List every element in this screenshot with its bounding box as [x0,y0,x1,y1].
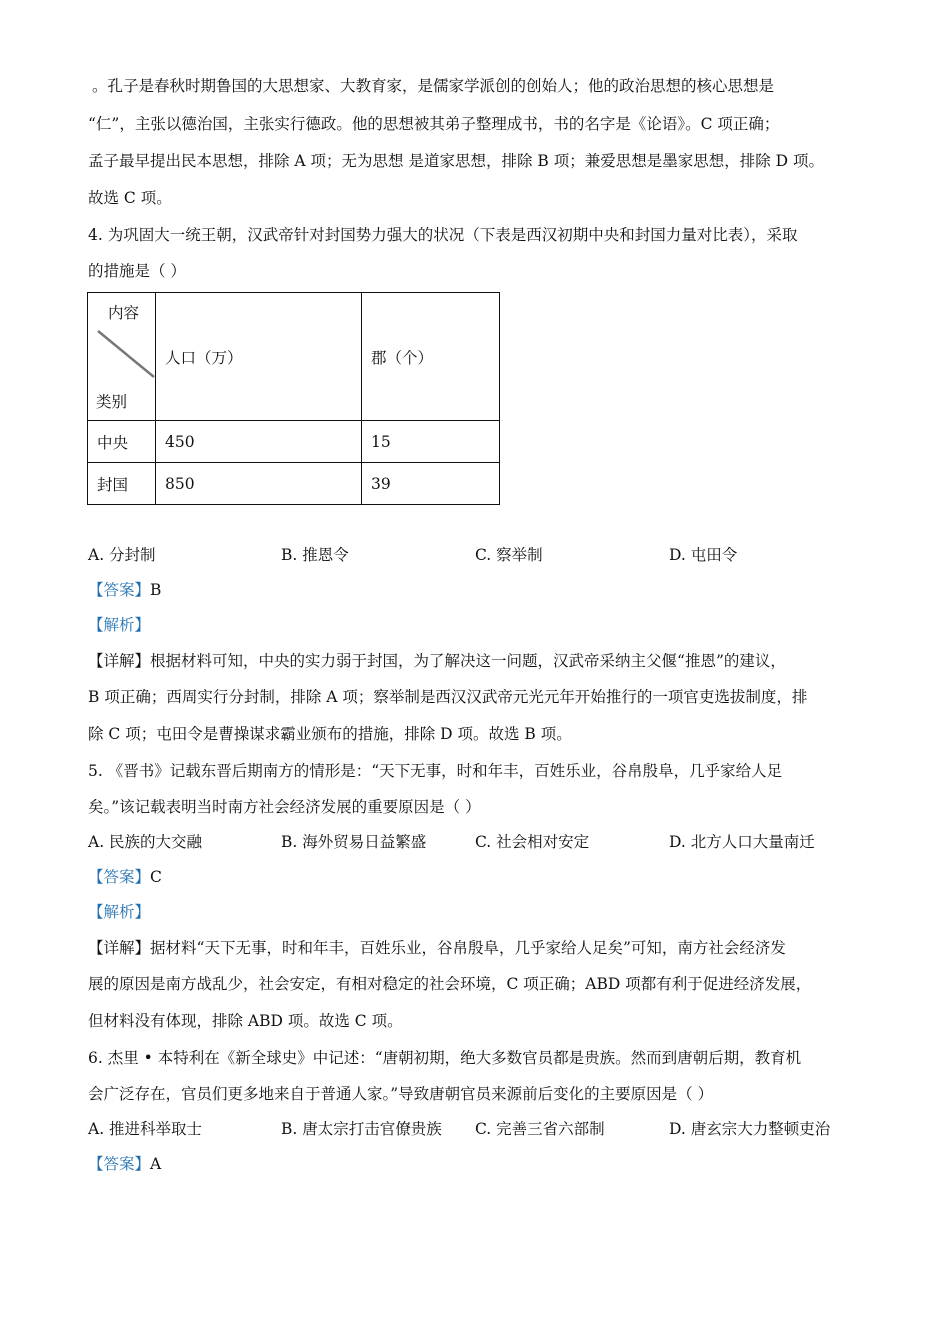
question-5-options [88,830,868,854]
option-d: D. 唐玄宗大力整顿吏治 [669,1120,831,1138]
question-6-stem-2: 会广泛存在，官员们更多地来自于普通人家。”导致唐朝官员来源前后变化的主要原因是（ ） [88,1085,714,1103]
question-5-analysis [88,900,868,924]
corner-bottom-label: 类别 [96,393,128,411]
row-population: 450 [156,421,362,463]
option-a: A. 民族的大交融 [88,833,203,851]
question-6-options [88,1117,868,1141]
option-a: A. 分封制 [88,546,156,564]
question-4-detail-3: 除 C 项；屯田令是曹操谋求霸业颁布的措施，排除 D 项。故选 B 项。 [88,725,572,743]
question-4-options [88,543,868,567]
answer-tag: 【答案】 [88,868,151,886]
detail-text: 根据材料可知，中央的实力弱于封国，为了解决这一问题，汉武帝采纳主父偃“推恩”的建议， [150,652,786,670]
question-6-answer [88,1152,868,1176]
option-a: A. 推进科举取士 [88,1120,203,1138]
analysis-tag: 【解析】 [88,616,151,634]
question-6-stem-1: 6. 杰里 • 本特利在《新全球史》中记述：“唐朝初期，绝大多数官员都是贵族。然而到唐朝后期，教育机 [88,1049,802,1067]
option-b: B. 唐太宗打击官僚贵族 [281,1120,442,1138]
answer-value: A [150,1155,162,1173]
question-4-analysis [88,613,868,637]
question-4-stem-1: 4. 为巩固大一统王朝，汉武帝针对封国势力强大的状况（下表是西汉初期中央和封国力量对比表），采取 [88,226,798,244]
intro-line-1: 。孔子是春秋时期鲁国的大思想家、大教育家，是儒家学派创的创始人；他的政治思想的核心思想是 [92,77,775,95]
diagonal-line [98,331,154,377]
question-5-stem-1: 5. 《晋书》记载东晋后期南方的情形是：“天下无事，时和年丰，百姓乐业，谷帛殷阜，几乎家给人足 [88,762,783,780]
detail-tag: 【详解】 [88,939,151,957]
intro-line-2: “仁”，主张以德治国，主张实行德政。他的思想被其弟子整理成书，书的名字是《论语》。C 项正确； [88,115,780,133]
answer-tag: 【答案】 [88,581,151,599]
header-population: 人口（万） [156,293,362,421]
table-header-row [88,293,500,421]
question-5-answer [88,865,868,889]
row-label: 中央 [88,421,156,463]
answer-tag: 【答案】 [88,1155,151,1173]
question-4-stem-2: 的措施是（ ） [88,262,186,280]
option-c: C. 社会相对安定 [475,833,590,851]
question-4-answer [88,578,868,602]
analysis-tag: 【解析】 [88,903,151,921]
table-row [88,421,500,463]
table-corner-cell [88,293,156,421]
question-4-detail-2: B 项正确；西周实行分封制，排除 A 项；察举制是西汉汉武帝元光元年开始推行的一项官吏选拔制度，排 [88,688,808,706]
option-d: D. 北方人口大量南迁 [669,833,815,851]
option-d: D. 屯田令 [669,546,738,564]
intro-line-3: 孟子最早提出民本思想，排除 A 项；无为思想 是道家思想，排除 B 项；兼爱思想是墨家思想，排除 D 项。 [88,152,825,170]
row-label: 封国 [88,463,156,505]
question-4-detail-1 [88,649,868,673]
corner-top-label: 内容 [107,304,139,322]
row-population: 850 [156,463,362,505]
question-5-detail-1 [88,936,868,960]
answer-value: C [150,868,162,886]
question-5-stem-2: 矣。”该记载表明当时南方社会经济发展的重要原因是（ ） [88,798,481,816]
option-c: C. 察举制 [475,546,543,564]
option-c: C. 完善三省六部制 [475,1120,605,1138]
intro-line-4: 故选 C 项。 [88,189,172,207]
option-b: B. 海外贸易日益繁盛 [281,833,427,851]
question-5-detail-2: 展的原因是南方战乱少，社会安定，有相对稳定的社会环境，C 项正确；ABD 项都有利于促进经济发展， [88,975,812,993]
detail-tag: 【详解】 [88,652,151,670]
answer-value: B [150,581,162,599]
central-vs-fief-table [87,292,500,505]
detail-text: 据材料“天下无事，时和年丰，百姓乐业，谷帛殷阜，几乎家给人足矣”可知，南方社会经济发 [150,939,786,957]
option-b: B. 推恩令 [281,546,349,564]
row-commanderies: 39 [362,463,500,505]
header-commanderies: 郡（个） [362,293,500,421]
question-5-detail-3: 但材料没有体现，排除 ABD 项。故选 C 项。 [88,1012,403,1030]
table-row [88,463,500,505]
row-commanderies: 15 [362,421,500,463]
